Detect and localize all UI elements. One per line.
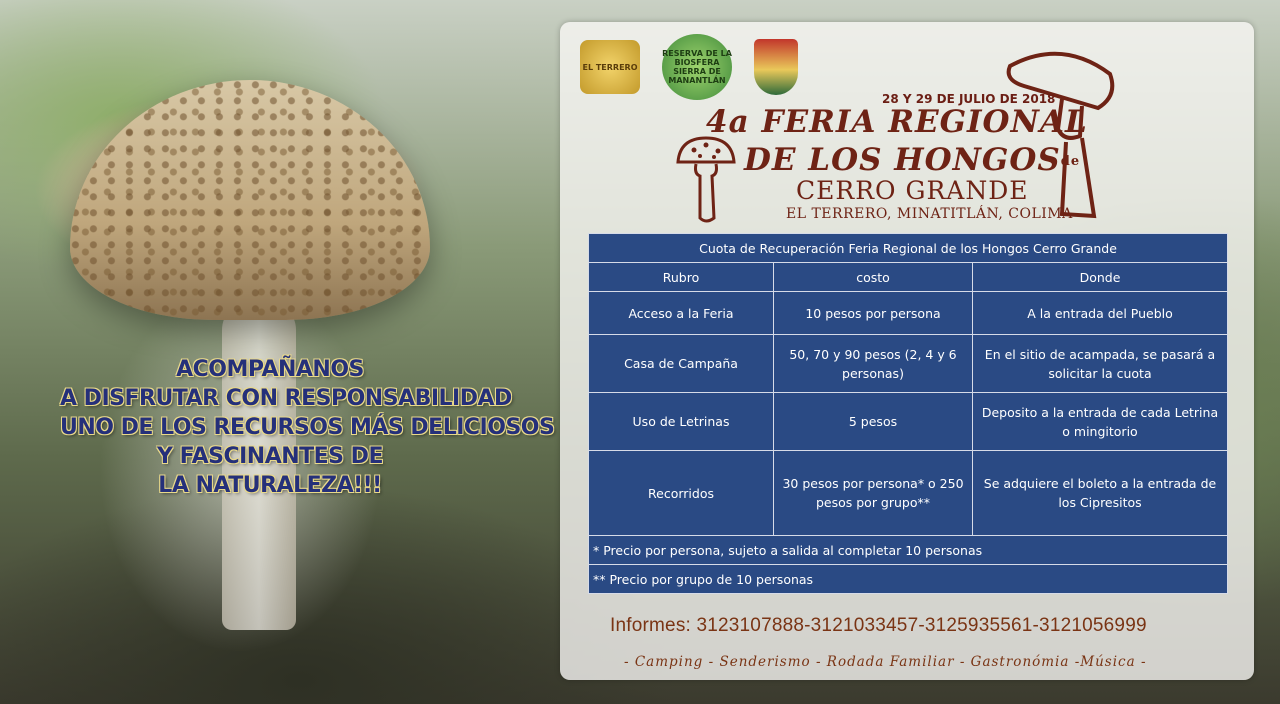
table-note: ** Precio por grupo de 10 personas [589, 565, 1228, 594]
fees-table [588, 233, 1228, 594]
event-date: 28 Y 29 DE JULIO DE 2018 [882, 92, 1056, 106]
event-title-de: de [1060, 154, 1081, 169]
table-cell: 5 pesos [774, 393, 973, 451]
table-cell: Acceso a la Feria [589, 292, 774, 335]
table-row [589, 292, 1228, 335]
table-row [589, 335, 1228, 393]
reserva-logo: RESERVA DE LA BIOSFERA SIERRA DE MANANTLÁN [662, 34, 732, 100]
table-header: Rubro [589, 263, 774, 292]
activities-list: - Camping - Senderismo - Rodada Familiar - Gastronómia -Música - [624, 654, 1147, 670]
slogan-line: A DISFRUTAR CON RESPONSABILIDAD [60, 386, 512, 411]
small-mushroom-icon [674, 134, 738, 226]
table-cell: 30 pesos por persona* o 250 pesos por grupo** [774, 451, 973, 536]
table-header: costo [774, 263, 973, 292]
event-title-line1: 4a FERIA REGIONAL [706, 104, 1088, 140]
slogan [60, 355, 555, 500]
table-row [589, 393, 1228, 451]
info-panel [560, 22, 1254, 680]
table-cell: Deposito a la entrada de cada Letrina o mingitorio [973, 393, 1228, 451]
slogan-line: UNO DE LOS RECURSOS MÁS DELICIOSOS [60, 415, 555, 440]
table-cell: A la entrada del Pueblo [973, 292, 1228, 335]
mushroom-cap [70, 80, 430, 320]
table-note: * Precio por persona, sujeto a salida al completar 10 personas [589, 536, 1228, 565]
event-title-text: DE LOS HONGOS [744, 142, 1061, 178]
contact-phones: Informes: 3123107888-3121033457-3125935561-3121056999 [610, 615, 1147, 636]
event-location: EL TERRERO, MINATITLÁN, COLIMA [786, 206, 1073, 222]
slogan-line: ACOMPAÑANOS [176, 357, 364, 382]
table-row [589, 451, 1228, 536]
logo-strip [580, 34, 798, 100]
table-cell: 50, 70 y 90 pesos (2, 4 y 6 personas) [774, 335, 973, 393]
slogan-line: Y FASCINANTES DE [157, 444, 383, 469]
table-cell: Se adquiere el boleto a la entrada de los Cipresitos [973, 451, 1228, 536]
escudo-logo [754, 39, 798, 95]
table-cell: En el sitio de acampada, se pasará a solicitar la cuota [973, 335, 1228, 393]
slogan-line: LA NATURALEZA!!! [158, 473, 382, 498]
table-cell: Casa de Campaña [589, 335, 774, 393]
table-header: Donde [973, 263, 1228, 292]
event-title-line2 [744, 142, 1080, 178]
event-title-line3: CERRO GRANDE [796, 176, 1029, 205]
table-cell: Uso de Letrinas [589, 393, 774, 451]
table-cell: Recorridos [589, 451, 774, 536]
table-title: Cuota de Recuperación Feria Regional de los Hongos Cerro Grande [589, 234, 1228, 263]
table-cell: 10 pesos por persona [774, 292, 973, 335]
el-terrero-logo: EL TERRERO [580, 40, 640, 94]
